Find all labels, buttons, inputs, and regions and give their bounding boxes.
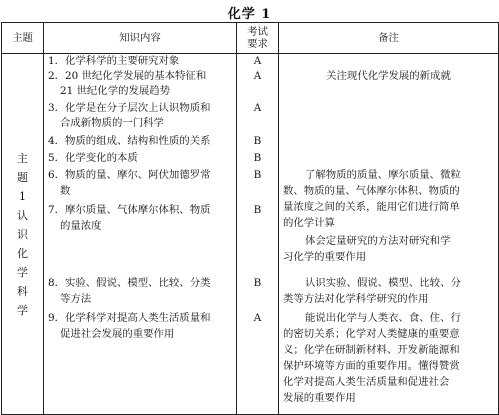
- knowledge-line: 1．化学科学的主要研究对象: [48, 55, 180, 67]
- requirement-cell: [237, 54, 279, 415]
- knowledge-line: 促进社会发展的重要作用: [60, 328, 175, 340]
- knowledge-line: 7．摩尔质量、气体摩尔体积、物质: [48, 204, 211, 216]
- notes-line: 认识实验、假说、模型、比较、分: [305, 277, 461, 289]
- header-notes: 备注: [279, 23, 499, 54]
- knowledge-line: 4．物质的组成、结构和性质的关系: [48, 135, 211, 147]
- notes-line: 习化学的重要作用: [283, 251, 367, 263]
- requirement-value: B: [253, 277, 262, 289]
- notes-line: 数、物质的量、气体摩尔体积、物质的: [283, 185, 460, 197]
- requirement-value: B: [253, 169, 262, 181]
- knowledge-line: 数: [60, 185, 71, 197]
- requirement-value: A: [253, 102, 262, 114]
- knowledge-cell: [44, 54, 237, 415]
- requirement-value: B: [253, 152, 262, 164]
- page-title: 化学 1: [227, 7, 272, 22]
- knowledge-line: 等方法: [60, 293, 92, 305]
- knowledge-line: 5．化学变化的本质: [48, 152, 138, 164]
- knowledge-line: 9．化学科学对提高人类生活质量和: [48, 312, 211, 324]
- requirement-value: B: [253, 135, 262, 147]
- notes-line: 体会定量研究的方法对研究和学: [305, 235, 451, 247]
- notes-line: 的化学计算: [283, 217, 335, 229]
- header-requirement: 考试要求: [237, 23, 279, 54]
- notes-cell: [279, 54, 499, 415]
- knowledge-line: 21 世纪化学的发展趋势: [60, 85, 171, 97]
- header-topic: 主题: [2, 23, 44, 54]
- notes-line: 能说出化学与人类衣、食、住、行: [305, 312, 461, 324]
- knowledge-line: 的量浓度: [60, 220, 102, 232]
- notes-line: 了解物质的质量、摩尔质量、微粒: [305, 169, 461, 181]
- curriculum-table: [1, 22, 499, 415]
- header-knowledge: 知识内容: [44, 23, 237, 54]
- knowledge-line: 6．物质的量、摩尔、阿伏加德罗常: [48, 169, 211, 181]
- notes-line: 义；化学在研制新材料、开发新能源和: [283, 344, 460, 356]
- notes-line: 化学对提高人类生活质量和促进社会: [283, 376, 450, 388]
- notes-line: 类等方法对化学科学研究的作用: [283, 293, 429, 305]
- notes-line: 的密切关系；化学对人类健康的重要意: [283, 328, 460, 340]
- topic-cell: [2, 54, 44, 415]
- requirement-value: B: [253, 204, 262, 216]
- table-header-row: [2, 23, 499, 54]
- notes-line: 发展的重要作用: [283, 392, 356, 404]
- knowledge-line: 8．实验、假说、模型、比较、分类: [48, 277, 211, 289]
- requirement-value: A: [253, 312, 262, 324]
- notes-line: 关注现代化学发展的新成就: [326, 70, 451, 82]
- notes-line: 保护环境等方面的重要作用。懂得赞赏: [283, 360, 460, 372]
- topic-label: 主题1 认识化学科学: [17, 151, 28, 317]
- requirement-value: A: [253, 55, 262, 67]
- table-row: [2, 54, 499, 415]
- knowledge-line: 2．20 世纪化学发展的基本特征和: [48, 70, 207, 82]
- notes-line: 量浓度之间的关系，能用它们进行简单: [283, 201, 460, 213]
- knowledge-line: 合成新物质的一门科学: [60, 117, 164, 129]
- knowledge-line: 3．化学是在分子层次上认识物质和: [48, 102, 211, 114]
- requirement-value: A: [253, 70, 262, 82]
